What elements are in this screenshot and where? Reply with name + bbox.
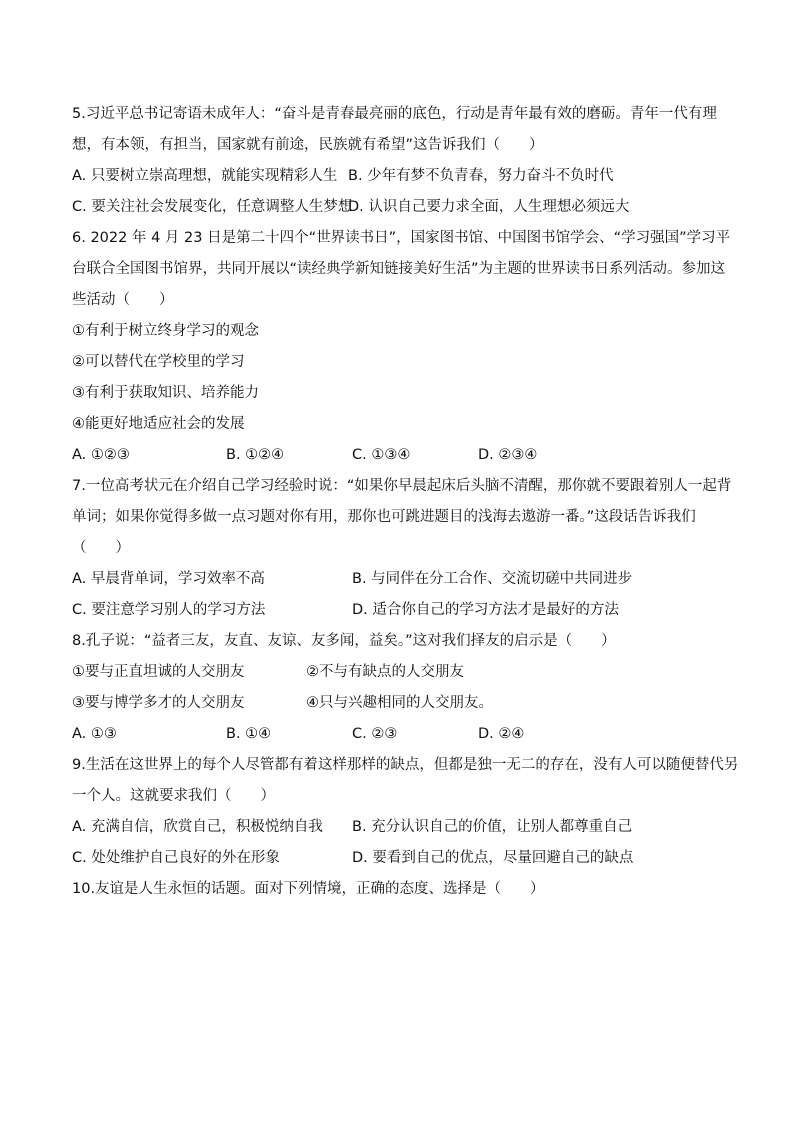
q5-option-a: A. 只要树立崇高理想，就能实现精彩人生 [72,168,338,184]
q8-option-c: C. ②③ [352,726,398,742]
q6-option-b: B. ①②④ [226,447,285,463]
q6-stem-line-3: 些活动（ ） [72,292,174,308]
q10-stem-line-1: 10.友谊是人生永恒的话题。面对下列情境，正确的态度、选择是（ ） [72,881,545,897]
q5-stem-line-1: 5.习近平总书记寄语未成年人：“奋斗是青春最亮丽的底色，行动是青年最有效的磨砺。青年一代有理 [72,106,717,122]
q9-stem-line-1: 9.生活在这世界上的每个人尽管都有着这样那样的缺点，但都是独一无二的存在，没有人可以随便替代另 [72,757,739,773]
q8-stem-line-1: 8.孔子说：“益者三友，友直、友谅、友多闻，益矣。”这对我们择友的启示是（ ） [72,633,616,649]
q9-option-a: A. 充满自信，欣赏自己，积极悦纳自我 [72,819,323,835]
q6-option-d: D. ②③④ [478,447,538,463]
q6-option-a: A. ①②③ [72,447,130,463]
q9-option-c: C. 处处维护自己良好的外在形象 [72,850,280,866]
q6-statement-4: ④能更好地适应社会的发展 [72,416,245,432]
q8-option-a: A. ①③ [72,726,117,742]
q5-option-b: B. 少年有梦不负青春，努力奋斗不负时代 [348,168,614,184]
q5-option-c: C. 要关注社会发展变化，任意调整人生梦想 [72,199,353,215]
q7-option-a: A. 早晨背单词，学习效率不高 [72,571,265,587]
q7-option-b: B. 与同伴在分工合作、交流切磋中共同进步 [352,571,633,587]
q6-statement-1: ①有利于树立终身学习的观念 [72,323,259,339]
q7-stem-line-3: （ ） [72,540,130,556]
q6-stem-line-1: 6. 2022 年 4 月 23 日是第二十四个“世界读书日”，国家图书馆、中国图书馆学会、“学习强国”学习平 [72,230,731,246]
q9-option-d: D. 要看到自己的优点，尽量回避自己的缺点 [352,850,634,866]
q5-stem-line-2: 想，有本领，有担当，国家就有前途，民族就有希望”这告诉我们（ ） [72,137,544,153]
q9-option-b: B. 充分认识自己的价值，让别人都尊重自己 [352,819,633,835]
q6-statement-2: ②可以替代在学校里的学习 [72,354,245,370]
q8-statement-4: ④只与兴趣相同的人交朋友。 [306,695,493,711]
q6-stem-line-2: 台联合全国图书馆界，共同开展以“读经典学新知链接美好生活”为主题的世界读书日系列活动。参加这 [72,261,726,277]
q7-stem-line-2: 单词；如果你觉得多做一点习题对你有用，那你也可跳进题目的浅海去遨游一番。”这段话告诉我们 [72,509,696,525]
q5-option-d: D. 认识自己要力求全面，人生理想必须远大 [348,199,630,215]
q7-stem-line-1: 7.一位高考状元在介绍自己学习经验时说：“如果你早晨起床后头脑不清醒，那你就不要跟着别人一起背 [72,478,732,494]
q7-option-d: D. 适合你自己的学习方法才是最好的方法 [352,602,619,618]
q8-statement-1: ①要与正直坦诚的人交朋友 [72,664,245,680]
q8-statement-2: ②不与有缺点的人交朋友 [306,664,464,680]
q8-option-d: D. ②④ [478,726,525,742]
q9-stem-line-2: 一个人。这就要求我们（ ） [72,788,275,804]
q7-option-c: C. 要注意学习别人的学习方法 [72,602,266,618]
q8-statement-3: ③要与博学多才的人交朋友 [72,695,245,711]
q8-option-b: B. ①④ [226,726,272,742]
q6-statement-3: ③有利于获取知识、培养能力 [72,385,259,401]
q6-option-c: C. ①③④ [352,447,411,463]
